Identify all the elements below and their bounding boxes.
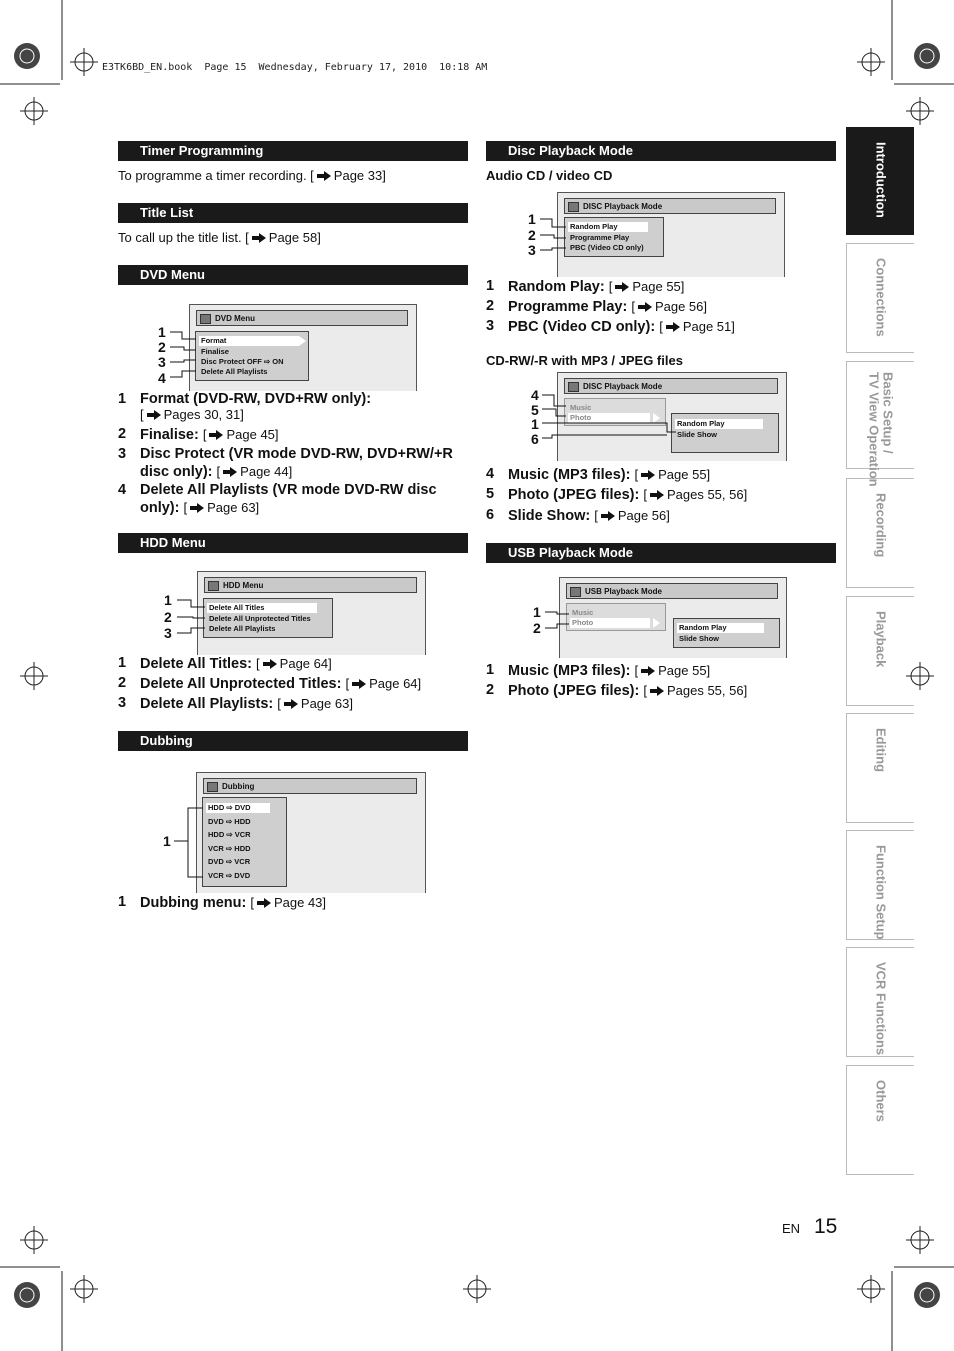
page-number: 15 bbox=[814, 1215, 838, 1238]
dvd-menu-list bbox=[195, 331, 309, 381]
section-hdd-menu: HDD Menu bbox=[118, 533, 468, 553]
tab-editing[interactable]: Editing bbox=[846, 713, 914, 823]
screen-title-bar: DISC Playback Mode bbox=[564, 198, 776, 214]
callout-number: 1 bbox=[531, 416, 539, 432]
arrow-icon bbox=[252, 233, 266, 243]
arrow-icon bbox=[190, 503, 204, 513]
dubbing-icon bbox=[207, 782, 218, 792]
callout-number: 5 bbox=[531, 402, 539, 418]
arrow-icon bbox=[641, 666, 655, 676]
dubbing-menu-list bbox=[202, 797, 287, 887]
submenu-arrow-icon bbox=[299, 336, 306, 346]
menu-item-music[interactable]: Music bbox=[572, 608, 594, 617]
callout-number: 4 bbox=[531, 387, 539, 403]
usb-item-2: 2 Photo (JPEG files): [ Pages 55, 56] bbox=[486, 682, 748, 699]
menu-item-programme-play[interactable]: Programme Play bbox=[570, 233, 630, 242]
section-usb-playback-mode: USB Playback Mode bbox=[486, 543, 836, 563]
hdd-item-3: 3 Delete All Playlists: [ Page 63] bbox=[118, 695, 353, 712]
menu-item-dub[interactable]: VCR ⇨ DVD bbox=[208, 871, 251, 880]
dvd-item-1-ref: [ Pages 30, 31] bbox=[140, 407, 244, 422]
arrow-icon bbox=[263, 659, 277, 669]
callout-number: 3 bbox=[158, 354, 166, 370]
arrow-icon bbox=[638, 302, 652, 312]
hdd-icon bbox=[208, 581, 219, 591]
menu-item-format[interactable]: Format bbox=[199, 336, 299, 346]
menu-item-music[interactable]: Music bbox=[570, 403, 592, 412]
screen-title-bar: HDD Menu bbox=[204, 577, 417, 593]
menu-item-photo[interactable]: Photo bbox=[570, 618, 650, 628]
menu-item-random-play[interactable]: Random Play bbox=[675, 419, 763, 429]
tab-vcr-functions[interactable]: VCR Functions bbox=[846, 947, 914, 1057]
disc-item-5: 5 Photo (JPEG files): [ Pages 55, 56] bbox=[486, 486, 748, 503]
menu-item-finalise[interactable]: Finalise bbox=[201, 347, 229, 356]
menu-item-dub[interactable]: VCR ⇨ HDD bbox=[208, 844, 251, 853]
callout-bracket bbox=[172, 805, 212, 885]
timer-desc: To programme a timer recording. [ Page 33] bbox=[118, 168, 386, 183]
tab-recording[interactable]: Recording bbox=[846, 478, 914, 588]
disc-icon bbox=[200, 314, 211, 324]
dvd-item-1: 1 Format (DVD-RW, DVD+RW only): bbox=[118, 391, 372, 407]
callout-number: 2 bbox=[528, 227, 536, 243]
footer-language: EN bbox=[782, 1221, 801, 1236]
dvd-item-4: 4 Delete All Playlists (VR mode DVD-RW disc only): [ Page 63] bbox=[118, 482, 437, 516]
usb-item-1: 1 Music (MP3 files): [ Page 55] bbox=[486, 662, 711, 679]
screen-title-bar: USB Playback Mode bbox=[566, 583, 778, 599]
arrow-icon bbox=[352, 679, 366, 689]
section-timer-programming: Timer Programming bbox=[118, 141, 468, 161]
callout-lines bbox=[543, 605, 583, 640]
arrow-icon bbox=[601, 511, 615, 521]
tab-others[interactable]: Others bbox=[846, 1065, 914, 1175]
menu-item-pbc[interactable]: PBC (Video CD only) bbox=[570, 243, 644, 252]
menu-item-dub[interactable]: HDD ⇨ DVD bbox=[206, 803, 270, 813]
hdd-item-2: 2 Delete All Unprotected Titles: [ Page 64] bbox=[118, 675, 422, 692]
callout-number: 3 bbox=[528, 242, 536, 258]
hdd-item-1: 1 Delete All Titles: [ Page 64] bbox=[118, 655, 332, 672]
title-list-desc: To call up the title list. [ Page 58] bbox=[118, 230, 321, 245]
tab-connections[interactable]: Connections bbox=[846, 243, 914, 353]
arrow-icon bbox=[147, 410, 161, 420]
callout-lines bbox=[538, 212, 578, 262]
menu-item-dub[interactable]: HDD ⇨ VCR bbox=[208, 830, 251, 839]
tab-playback[interactable]: Playback bbox=[846, 596, 914, 706]
callout-number: 2 bbox=[158, 339, 166, 355]
arrow-icon bbox=[257, 898, 271, 908]
callout-lines bbox=[168, 325, 208, 385]
callout-number: 1 bbox=[163, 833, 171, 849]
menu-item-disc-protect[interactable]: Disc Protect OFF ⇨ ON bbox=[201, 357, 284, 366]
usb-icon bbox=[570, 587, 581, 597]
arrow-icon bbox=[641, 470, 655, 480]
arrow-icon bbox=[650, 686, 664, 696]
menu-item-slide-show[interactable]: Slide Show bbox=[679, 634, 720, 643]
dubbing-item-1: 1 Dubbing menu: [ Page 43] bbox=[118, 894, 327, 911]
callout-lines bbox=[175, 593, 215, 643]
screen-title-bar: DISC Playback Mode bbox=[564, 378, 778, 394]
subhead-cd-rw-mp3-jpeg: CD-RW/-R with MP3 / JPEG files bbox=[486, 353, 683, 368]
tab-introduction[interactable]: Introduction bbox=[846, 127, 914, 235]
menu-item-delete-all-playlists[interactable]: Delete All Playlists bbox=[201, 367, 268, 376]
submenu-arrow-icon bbox=[653, 618, 660, 628]
arrow-icon bbox=[209, 430, 223, 440]
menu-item-random-play[interactable]: Random Play bbox=[568, 222, 648, 232]
section-title-list: Title List bbox=[118, 203, 468, 223]
disc-playback-screen-1 bbox=[557, 192, 785, 277]
screen-title-bar: Dubbing bbox=[203, 778, 417, 794]
section-dubbing: Dubbing bbox=[118, 731, 468, 751]
section-dvd-menu: DVD Menu bbox=[118, 265, 468, 285]
tab-basic-setup[interactable]: Basic Setup / TV View Operation bbox=[846, 361, 914, 469]
tab-function-setup[interactable]: Function Setup bbox=[846, 830, 914, 940]
photo-submenu-list bbox=[671, 413, 779, 453]
disc-item-2: 2 Programme Play: [ Page 56] bbox=[486, 298, 707, 315]
arrow-icon bbox=[317, 171, 331, 181]
hdd-menu-list bbox=[203, 598, 333, 638]
arrow-icon bbox=[650, 490, 664, 500]
callout-number: 2 bbox=[533, 620, 541, 636]
disc-menu-list bbox=[564, 217, 664, 257]
disc-item-4: 4 Music (MP3 files): [ Page 55] bbox=[486, 466, 711, 483]
dvd-menu-screen bbox=[189, 304, 417, 391]
menu-item-slide-show[interactable]: Slide Show bbox=[677, 430, 718, 439]
usb-playback-screen bbox=[559, 577, 787, 658]
menu-item-dub[interactable]: DVD ⇨ HDD bbox=[208, 817, 251, 826]
callout-number: 1 bbox=[164, 592, 172, 608]
dvd-item-2: 2 Finalise: [ Page 45] bbox=[118, 426, 279, 443]
callout-number: 2 bbox=[164, 609, 172, 625]
screen-title-bar: DVD Menu bbox=[196, 310, 408, 326]
callout-lines bbox=[540, 388, 680, 443]
arrow-icon bbox=[666, 322, 680, 332]
callout-number: 4 bbox=[158, 370, 166, 386]
menu-item-delete-all-titles[interactable]: Delete All Titles bbox=[207, 603, 317, 613]
arrow-icon bbox=[284, 699, 298, 709]
file-header: E3TK6BD_EN.book Page 15 Wednesday, February 17, 2010 10:18 AM bbox=[102, 62, 488, 73]
subhead-audio-cd: Audio CD / video CD bbox=[486, 168, 613, 183]
menu-item-photo[interactable]: Photo bbox=[568, 413, 650, 423]
menu-item-dub[interactable]: DVD ⇨ VCR bbox=[208, 857, 251, 866]
menu-item-random-play[interactable]: Random Play bbox=[677, 623, 764, 633]
menu-item-delete-all-playlists[interactable]: Delete All Playlists bbox=[209, 624, 276, 633]
hdd-menu-screen bbox=[197, 571, 426, 655]
section-disc-playback-mode: Disc Playback Mode bbox=[486, 141, 836, 161]
menu-item-delete-unprotected[interactable]: Delete All Unprotected Titles bbox=[209, 614, 311, 623]
disc-item-1: 1 Random Play: [ Page 55] bbox=[486, 278, 685, 295]
callout-number: 6 bbox=[531, 431, 539, 447]
dubbing-screen bbox=[196, 772, 426, 893]
disc-item-3: 3 PBC (Video CD only): [ Page 51] bbox=[486, 318, 735, 335]
disc-item-6: 6 Slide Show: [ Page 56] bbox=[486, 507, 670, 524]
callout-number: 1 bbox=[533, 604, 541, 620]
dvd-item-3: 3 Disc Protect (VR mode DVD-RW, DVD+RW/+R disc only): [ Page 44] bbox=[118, 446, 453, 480]
arrow-icon bbox=[615, 282, 629, 292]
callout-number: 1 bbox=[158, 324, 166, 340]
callout-number: 3 bbox=[164, 625, 172, 641]
usb-photo-submenu-list bbox=[673, 618, 780, 648]
callout-number: 1 bbox=[528, 211, 536, 227]
disc-icon bbox=[568, 202, 579, 212]
arrow-icon bbox=[223, 467, 237, 477]
